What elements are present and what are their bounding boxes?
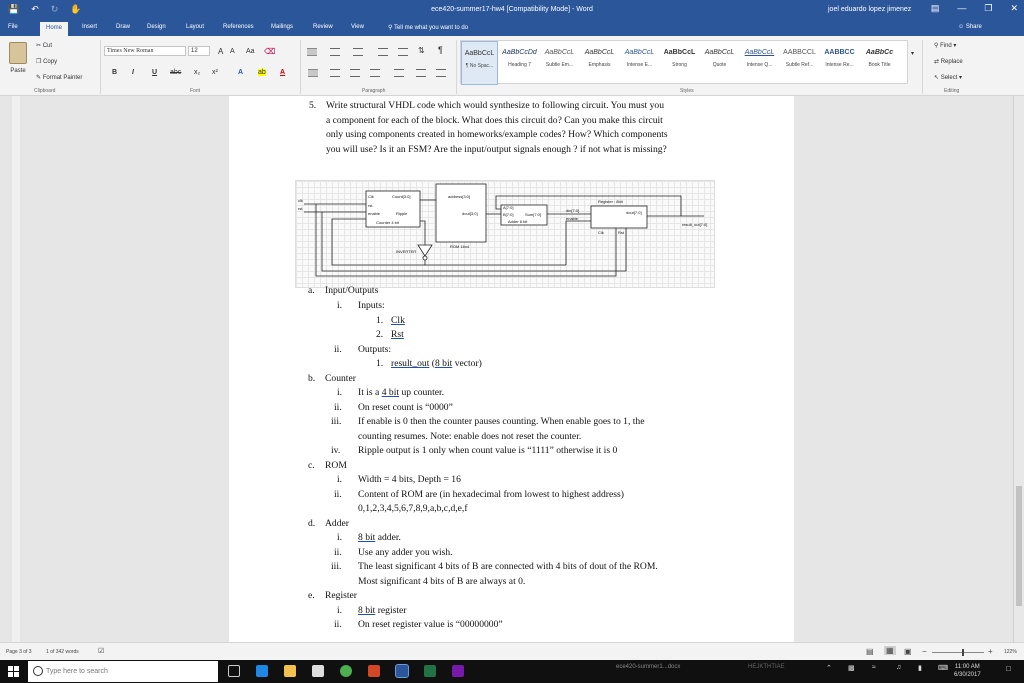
increase-indent-icon[interactable] [398,48,408,56]
result-out-label: result_out[7:0] [682,222,708,227]
list-text: Rst [391,329,404,340]
find-button[interactable]: ⚲ Find ▾ [934,43,957,49]
ribbon-tabs [0,20,1024,36]
list-label: ii. [334,344,342,355]
style-name: Subtle Ref... [785,62,814,68]
tab-mailings[interactable]: Mailings [271,24,294,30]
style-strong[interactable] [661,41,698,85]
list-text [358,387,444,398]
list-text: Input/Outputs [325,285,379,296]
multilevel-list-icon[interactable] [353,48,363,56]
tab-file[interactable]: File [8,24,18,30]
person-icon: ☺ [958,24,965,30]
share-label: Share [965,24,982,30]
ripple-to-inverter-wire [420,221,425,245]
list-text: On reset register value is “00000000” [358,619,503,630]
wifi-icon[interactable]: ≈ [872,664,876,671]
share-button[interactable] [958,24,982,30]
list-label: i. [337,300,343,311]
style-name: Book Title [868,62,891,68]
title-bar [0,0,1024,20]
select-button[interactable]: ↖ Select ▾ [934,75,963,81]
group-separator [300,40,301,94]
replace-button[interactable] [934,58,963,65]
document-title: ece420-summer17-hw4 [Compatibility Mode] - Word [431,6,593,13]
list-text: Inputs: [358,300,385,311]
subscript-icon[interactable]: x₂ [194,69,201,76]
question-line: you will use? Is it an FSM? Are the input/output signals enough ? if not what is missing? [326,143,667,155]
find-label: Find [940,43,952,49]
text-run: It is a [358,387,382,398]
numbering-icon[interactable] [330,48,340,56]
register-rst-label: Rst [618,230,624,235]
action-center-icon[interactable]: □ [1006,664,1011,673]
text-run: adder. [375,532,401,543]
vertical-ruler [12,96,20,642]
line-spacing-icon[interactable] [394,69,404,77]
web-layout-icon[interactable]: ▣ [904,647,912,656]
shrink-font-icon[interactable]: A [230,48,235,55]
count-out-label: Count[3:0] [392,194,411,199]
taskbar-app-word-doc[interactable]: ece420-summer1...docx [616,664,681,670]
font-group-label: Font [190,88,201,94]
user-name[interactable]: joel eduardo lopez jimenez [828,6,912,13]
font-name-select[interactable]: Times New Roman [104,46,186,56]
group-separator [922,40,923,94]
style-name: Subtle Em... [545,62,574,68]
italic-icon[interactable]: I [132,69,134,76]
list-label: iii. [331,416,342,427]
excel-icon[interactable] [424,665,436,677]
text-run: 4 bit [381,387,400,398]
list-label: i. [337,532,343,543]
style-intense-reference[interactable] [821,41,858,85]
close-icon[interactable]: ✕ [1010,3,1018,13]
scrollbar-thumb[interactable] [1016,486,1022,606]
inverter-gate [418,245,432,256]
list-label: ii. [334,402,342,413]
task-view-icon[interactable] [228,665,240,677]
register-title: Register : 8bit [598,199,623,204]
styles-gallery [460,40,908,84]
document-page[interactable] [229,96,794,642]
align-right-icon[interactable] [350,69,360,77]
style-no-spacing[interactable] [461,41,498,85]
chrome-icon[interactable] [340,665,352,677]
inverter-label: INVERTER [396,249,417,254]
counter-clk-label: Clk [368,194,374,199]
question-5 [309,99,729,157]
list-text: Adder [325,518,349,529]
list-label: d. [308,518,316,529]
tab-insert[interactable]: Insert [82,24,98,30]
text-run: 8 bit [434,358,453,369]
underline-icon[interactable]: U [152,69,158,76]
list-text: 0,1,2,3,4,5,6,7,8,9,a,b,c,d,e,f [358,503,468,514]
style-sample: AABBCC [824,49,855,56]
list-label: 1. [376,358,384,369]
superscript-icon[interactable]: x² [212,69,218,76]
format-painter-label: Format Painter [42,75,83,81]
circuit-diagram[interactable] [295,180,715,288]
zoom-slider-thumb[interactable] [962,649,964,656]
style-sample: AaBbCc [865,49,894,56]
text-run: 8 bit [358,532,376,543]
lightbulb-icon: ⚲ [388,25,393,31]
text-run: ( [429,358,435,369]
replace-label: Replace [940,59,963,65]
strikethrough-icon[interactable]: abc [170,69,182,76]
list-text: On reset count is “0000” [358,402,453,413]
paste-button[interactable] [6,42,30,82]
counter-enable-label: enable [368,211,381,216]
style-subtle-emphasis[interactable] [541,41,578,85]
register-din-label: din[7:0] [566,208,580,213]
style-name: Strong [672,62,687,68]
select-label: Select [940,75,958,81]
taskbar-app-other[interactable]: HEJKTHTIAE [748,664,785,670]
cut-button[interactable] [36,42,52,49]
rst-input-label: rst [298,206,303,211]
restore-icon[interactable]: ❐ [984,3,993,13]
windows-taskbar [0,660,1024,683]
list-text [391,358,482,369]
list-text: Counter [325,373,356,384]
borders-icon[interactable] [436,69,446,77]
print-layout-icon[interactable]: ▦ [886,646,894,655]
justify-icon[interactable] [370,69,380,77]
style-book-title[interactable] [861,41,898,85]
cursor-icon: ↖ [934,75,940,81]
adder-b-label: B[7:0] [503,212,514,217]
save-icon[interactable]: 💾 [8,4,20,14]
list-text: Width = 4 bits, Depth = 16 [358,474,461,485]
tell-me-text: Tell me what you want to do [393,25,469,31]
clear-format-icon[interactable]: ⌫ [264,47,276,56]
tab-review[interactable]: Review [313,24,333,30]
tab-draw[interactable]: Draw [116,24,131,30]
copy-icon: ❐ [36,59,42,65]
adder-sum-label: Sum[7:0] [525,212,542,217]
text-run: vector) [452,358,482,369]
text-run: register [375,605,407,616]
text-run: 8 bit [358,605,376,616]
list-label: ii. [334,489,342,500]
tray-chevron-icon[interactable]: ⌃ [826,665,832,672]
bullets-icon[interactable] [307,48,317,56]
brush-icon: ✎ [36,75,42,81]
copy-label: Copy [43,59,58,65]
tab-home[interactable]: Home [40,22,68,36]
list-text: If enable is 0 then the counter pauses counting. When enable goes to 1, the [358,416,645,427]
rom-block [436,184,486,242]
page-count[interactable]: Page 3 of 3 [6,649,32,655]
rom-dout-label: dout[3:0] [462,211,478,216]
circuit-svg [296,181,716,289]
style-sample: AaBbCcL [584,49,615,56]
font-color-icon[interactable]: A [280,69,286,76]
minimize-icon[interactable]: — [957,3,967,13]
style-sample: AaBbCcDd [502,49,537,56]
store-icon[interactable] [312,665,324,677]
network-icon[interactable]: ▩ [848,665,855,672]
text-run: up counter. [399,387,445,398]
edge-icon[interactable] [256,665,268,677]
question-line: a component for each of the block. What does this circuit do? Can you make this circuit [326,114,663,126]
register-enable-wire [566,221,591,265]
ribbon-home [0,36,1024,96]
list-text: Outputs: [358,344,392,355]
zoom-out-icon[interactable]: − [922,647,927,656]
paste-label: Paste [10,68,26,74]
change-case-icon[interactable]: Aa [246,48,255,55]
status-bar [0,642,1024,660]
text-run: result_out [391,358,430,369]
style-intense-emphasis[interactable] [621,41,658,85]
question-number: 5. [309,100,317,111]
list-label: 1. [376,315,384,326]
list-text: ROM [325,460,347,471]
style-intense-quote[interactable] [741,41,778,85]
copy-button[interactable] [36,58,57,65]
proofing-icon[interactable]: ☑ [98,648,105,655]
cut-label: Cut [42,43,53,49]
list-label: i. [337,605,343,616]
volume-icon[interactable]: ♫ [896,664,902,671]
list-label: iii. [331,561,342,572]
clock-time: 11:00 AM [954,664,980,670]
highlight-icon[interactable]: ab [258,69,266,76]
taskbar-search-box[interactable] [28,661,218,682]
style-name: Intense Q... [746,62,773,68]
list-text: counting resumes. Note: enable does not reset the counter. [358,431,582,442]
keyboard-icon[interactable]: ⌨ [938,665,949,672]
adder-title: Adder 8 bit [508,219,528,224]
style-name: Emphasis [588,62,611,68]
style-name: ¶ No Spac... [465,63,494,69]
sort-icon[interactable]: ⇅ [418,46,425,55]
adder-a-label: A[7:0] [503,205,514,210]
list-label: c. [308,460,315,471]
editing-group-label: Editing [944,88,960,94]
read-mode-icon[interactable]: ▤ [866,647,874,656]
text-effects-icon[interactable]: A [238,69,244,76]
clipboard-icon [9,42,27,64]
inverter-bubble [423,256,427,260]
ribbon-display-icon[interactable]: ▤ [930,3,940,13]
pilcrow-icon[interactable]: ¶ [438,45,443,55]
group-separator [456,40,457,94]
group-separator [100,40,101,94]
font-size-select[interactable]: 12 [188,46,210,56]
tab-view[interactable]: View [351,24,364,30]
cortana-icon [33,666,43,676]
zoom-slider[interactable] [932,652,984,653]
bold-icon[interactable]: B [112,69,118,76]
scissors-icon: ✂ [36,43,42,49]
list-text: Ripple output is 1 only when count value is “1111” otherwise it is 0 [358,445,618,456]
windows-start-icon[interactable] [8,666,19,677]
style-name: Heading 7 [508,62,531,68]
list-label: ii. [334,547,342,558]
list-text: Use any adder you wish. [358,547,453,558]
format-painter-button[interactable] [36,74,82,81]
replace-icon: ⇄ [934,59,940,65]
grow-font-icon[interactable]: A [218,47,224,56]
style-sample: AaBbCcL [624,49,655,56]
list-text [358,605,407,616]
style-heading-7[interactable] [501,41,538,85]
file-explorer-icon[interactable] [284,665,296,677]
list-label: b. [308,373,316,384]
search-icon: ⚲ [934,43,939,49]
align-left-icon[interactable] [308,69,318,77]
list-label: i. [337,474,343,485]
vertical-scrollbar[interactable] [1013,96,1024,642]
undo-icon[interactable]: ↶ [31,4,39,14]
redo-icon[interactable]: ↻ [50,4,59,14]
list-text: Clk [391,315,405,326]
zoom-level[interactable]: 122% [1004,649,1017,655]
word-icon[interactable] [396,665,408,677]
ripple-label: Ripple [396,211,408,216]
touch-icon[interactable]: ✋ [70,4,82,14]
style-subtle-reference[interactable] [781,41,818,85]
style-sample: AaBbCcL [544,49,575,56]
style-sample: AaBbCcL [704,49,735,56]
list-text: Content of ROM are (in hexadecimal from lowest to highest address) [358,489,624,500]
list-label: e. [308,590,315,601]
paragraph-group-label: Paragraph [362,88,386,94]
register-clk-label: Clk [598,230,604,235]
clipboard-group-label: Clipboard [34,88,56,94]
style-emphasis[interactable] [581,41,618,85]
style-sample: AaBbCcL [663,49,696,56]
list-text: Register [325,590,357,601]
rom-title: ROM 16x4 [450,244,470,249]
style-quote[interactable] [701,41,738,85]
onenote-icon[interactable] [452,665,464,677]
style-sample: AaBbCcL [744,49,775,56]
powerpoint-icon[interactable] [368,665,380,677]
register-dout-label: dout[7:0] [626,210,642,215]
decrease-indent-icon[interactable] [378,48,388,56]
styles-scroll-icon[interactable]: ▾ [911,51,915,57]
clk-input-label: clk [298,198,303,203]
style-name: Intense E... [626,62,653,68]
list-label: ii. [334,619,342,630]
counter-title: Counter 4 bit [376,220,399,225]
zoom-in-icon[interactable]: + [988,647,993,656]
styles-group-label: Styles [680,88,694,94]
tell-me-box[interactable] [388,24,468,31]
tab-design[interactable]: Design [147,24,166,30]
align-center-icon[interactable] [330,69,340,77]
list-text: The least significant 4 bits of B are connected with 4 bits of dout of the ROM. [358,561,658,572]
list-label: i. [337,387,343,398]
register-enable-label: enable [566,216,579,221]
clock-date: 6/30/2017 [954,672,981,678]
style-sample: AABBCCL [783,49,816,56]
counter-rst-label: rst [368,203,373,208]
tab-layout[interactable]: Layout [186,24,205,30]
list-label: iv. [331,445,341,456]
question-line: Write structural VHDL code which would synthesize to following circuit. You must you [326,100,665,111]
battery-icon[interactable]: ▮ [918,665,922,672]
window-controls [931,3,1018,14]
address-label: address[3:0] [448,194,471,199]
style-sample: AaBbCcL [464,50,495,57]
shading-icon[interactable] [416,69,426,77]
word-count[interactable]: 1 of 342 words [46,649,79,655]
list-label: a. [308,285,315,296]
list-label: 2. [376,329,384,340]
taskbar-clock[interactable] [954,663,981,679]
question-line: only using components created in homeworks/example codes? How? Which components [326,129,668,140]
list-text: Most significant 4 bits of B are always at 0. [358,576,526,587]
style-name: Quote [712,62,727,68]
style-name: Intense Re... [825,62,854,68]
search-placeholder: Type here to search [46,668,108,675]
tab-references[interactable]: References [223,24,254,30]
list-text [358,532,401,543]
